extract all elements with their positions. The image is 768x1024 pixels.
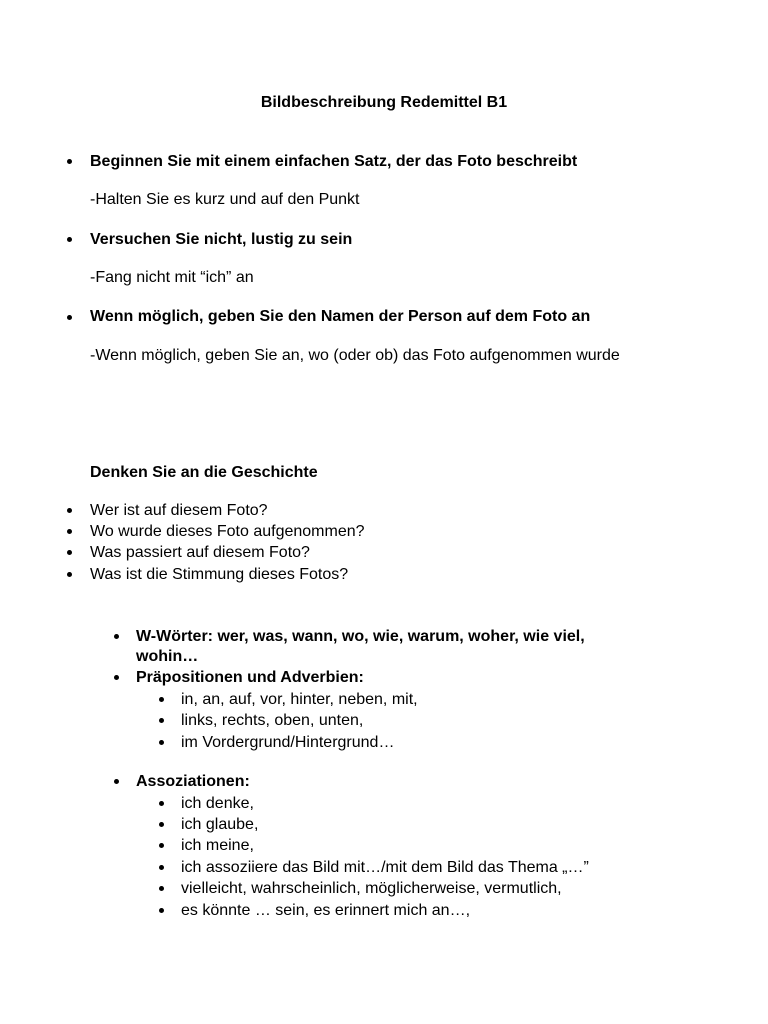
question-item: Wo wurde dieses Foto aufgenommen? [90,523,365,540]
association-item: ich meine, [181,837,254,854]
bullet-icon [159,822,164,827]
question-item: Wer ist auf diesem Foto? [90,502,268,519]
w-words-line: wohin… [136,648,199,665]
bullet-icon [159,697,164,702]
association-item: vielleicht, wahrscheinlich, möglicherweise, vermutlich, [181,880,562,897]
tip-note: -Wenn möglich, geben Sie an, wo (oder ob) das Foto aufgenommen wurde [90,347,620,364]
associations-heading: Assoziationen: [136,773,250,790]
bullet-icon [114,779,119,784]
tip-note: -Halten Sie es kurz und auf den Punkt [90,191,360,208]
preposition-item: im Vordergrund/Hintergrund… [181,734,395,751]
bullet-icon [114,634,119,639]
association-item: es könnte … sein, es erinnert mich an…, [181,902,471,919]
tip-heading: Versuchen Sie nicht, lustig zu sein [90,231,353,248]
tip-heading: Beginnen Sie mit einem einfachen Satz, der das Foto beschreibt [90,153,578,170]
bullet-icon [159,740,164,745]
association-item: ich glaube, [181,816,259,833]
page-title: Bildbeschreibung Redemittel B1 [260,94,508,111]
bullet-icon [67,529,72,534]
tip-note: -Fang nicht mit “ich” an [90,269,254,286]
bullet-icon [67,159,72,164]
question-item: Was ist die Stimmung dieses Fotos? [90,566,349,583]
tip-heading: Wenn möglich, geben Sie den Namen der Person auf dem Foto an [90,308,591,325]
bullet-icon [114,675,119,680]
preposition-item: in, an, auf, vor, hinter, neben, mit, [181,691,418,708]
bullet-icon [159,886,164,891]
bullet-icon [159,908,164,913]
bullet-icon [67,315,72,320]
bullet-icon [67,572,72,577]
bullet-icon [159,801,164,806]
bullet-icon [159,865,164,870]
bullet-icon [67,508,72,513]
prepositions-heading: Präpositionen und Adverbien: [136,669,364,686]
association-item: ich assoziiere das Bild mit…/mit dem Bild das Thema „…” [181,859,589,876]
association-item: ich denke, [181,795,254,812]
bullet-icon [67,550,72,555]
question-item: Was passiert auf diesem Foto? [90,544,310,561]
preposition-item: links, rechts, oben, unten, [181,712,364,729]
w-words-line: W-Wörter: wer, was, wann, wo, wie, warum, woher, wie viel, [136,628,585,645]
bullet-icon [159,843,164,848]
section-heading: Denken Sie an die Geschichte [90,464,318,481]
bullet-icon [67,237,72,242]
bullet-icon [159,718,164,723]
